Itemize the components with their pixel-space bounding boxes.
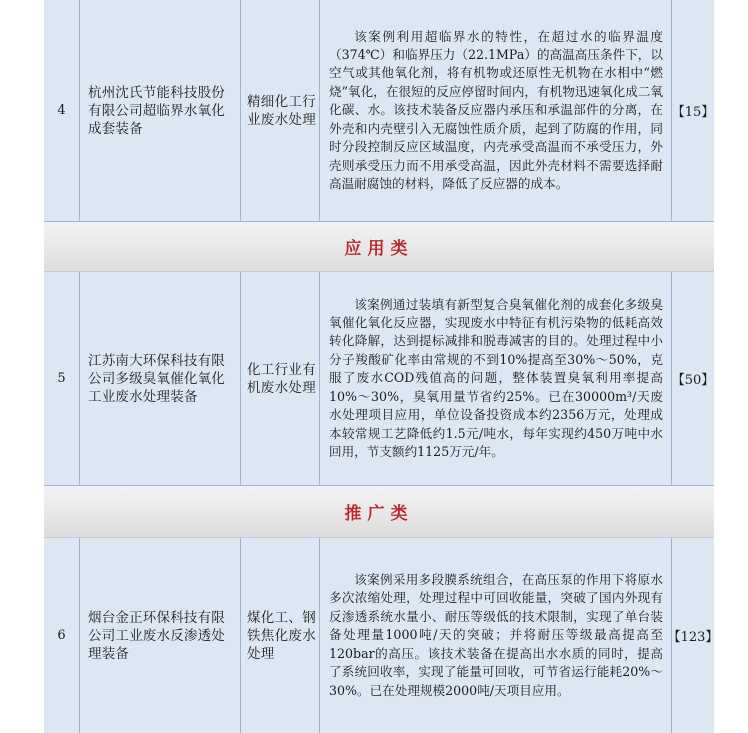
- case-description: [320, 272, 672, 485]
- case-description-text: 该案例通过装填有新型复合臭氧催化剂的成套化多级臭氧催化氧化反应器，实现废水中特征有机污染物的低耗高效转化降解，达到提标减排和脱毒减害的目的。处理过程中小分子羧酸矿化率由常规的不到10%提高至30%～50%，克服了废水COD残值高的问题，整体装置臭氧利用率提高10%～30%，臭氧用量节省约25%。已在30000m³/天废水处理项目应用，单位设备投资成本约2356万元，处理成本较常规工艺降低约1.5元/吨水，每年实现约450万吨中水回用，节支额约1125万元/年。: [329, 296, 663, 459]
- case-description-text: 该案例采用多段膜系统组合，在高压泵的作用下将原水多次浓缩处理，处理过程中可回收能量，突破了国内外现有反渗透系统水量小、耐压等级低的技术限制，实现了单台装备处理量1000吨/天的突破；并将耐压等级最高提高至120bar的高压。该技术装备在提高出水水质的同时，提高了系统回收率，实现了能量可回收，可节省运行能耗20%～30%。已在处理规模2000吨/天项目应用。: [329, 572, 663, 698]
- row-number: 5: [44, 272, 80, 485]
- company-equipment: 江苏南大环保科技有限公司多级臭氧催化氧化工业废水处理装备: [80, 272, 241, 485]
- case-description-text: 该案例利用超临界水的特性，在超过水的临界温度（374℃）和临界压力（22.1MPa）的高温高压条件下，以空气或其他氧化剂，将有机物或还原性无机物在水相中“燃烧”氧化，在很短的反应停留时间内，有机物迅速氧化成二氧化碳、水。该技术装备反应器内承压和承温部件的分离，在外壳和内壳壁引入无腐蚀性质介质，起到了防腐的作用，同时分段控制反应区域温度，内壳承受高温而不承受压力，外壳则承受压力而不用承受高温，因此外壳材料不需要选择耐高温耐腐蚀的材料，降低了反应器的成本。: [329, 28, 663, 191]
- table-row: [44, 538, 719, 733]
- application-field: 精细化工行业废水处理: [241, 0, 320, 221]
- table-row: [44, 0, 714, 222]
- case-description: [320, 538, 672, 733]
- row-number: 6: [44, 538, 80, 733]
- reference-number: 【123】: [667, 630, 719, 645]
- row-number: 4: [44, 0, 80, 221]
- reference-number: 【50】: [671, 373, 715, 388]
- application-field: 煤化工、钢铁焦化废水处理: [241, 538, 320, 733]
- reference-number: 【15】: [671, 105, 715, 120]
- company-equipment: 杭州沈氏节能科技股份有限公司超临界水氧化成套装备: [80, 0, 241, 221]
- section-title: 推广类: [344, 504, 414, 524]
- section-title: 应用类: [344, 239, 414, 259]
- section-header-promotion: [44, 486, 714, 538]
- table-row: [44, 272, 714, 486]
- application-field: 化工行业有机废水处理: [241, 272, 320, 485]
- section-header-application: [44, 222, 714, 272]
- case-description: [320, 0, 672, 221]
- company-equipment: 烟台金正环保科技有限公司工业废水反渗透处理装备: [80, 538, 241, 733]
